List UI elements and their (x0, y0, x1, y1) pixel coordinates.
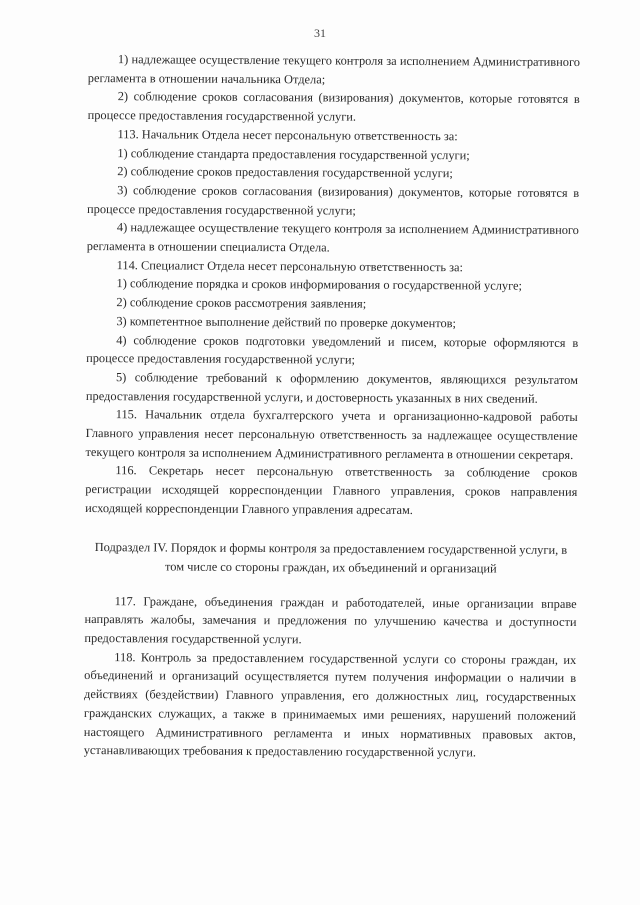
paragraph: 4) соблюдение сроков подготовки уведомлений и писем, которые оформляются в процессе предоставления государственной услуги; (86, 332, 579, 367)
page-number: 31 (314, 26, 326, 40)
document-body (84, 50, 580, 763)
paragraph: 116. Секретарь несет персональную ответственность за соблюдение сроков регистрации исходящей корреспонденции Главного управления, сроков направления исходящей корреспонденции Главного управления адресатам. (85, 463, 578, 517)
paragraph: 117. Граждане, объединения граждан и работодателей, иные организации вправе направлять жалобы, замечания и предложения по улучшению качества и доступности предоставления государственной услуги. (84, 593, 577, 647)
paragraph: 2) соблюдение сроков согласования (визирования) документов, которые готовятся в процессе предоставления государственной услуги. (87, 89, 580, 124)
paragraph: 1) соблюдение стандарта предоставления государственной услуги; (117, 145, 470, 162)
paragraph: 1) надлежащее осуществление текущего контроля за исполнением Административного регламента в отношении начальника Отдела; (87, 52, 580, 87)
paragraph: 1) соблюдение порядка и сроков информирования о государственной услуге; (116, 276, 523, 294)
paragraph: 3) компетентное выполнение действий по проверке документов; (116, 314, 457, 331)
paragraph: 118. Контроль за предоставлением государственной услуги со стороны граждан, их объединений и организаций осуществляется путем получения информации о наличии в действиях (бездействии) Главного управления, его должностных лиц, государственных гражданских служащих, а также в принимаемых ими решениях, нарушений положений настоящего Административного регламента и иных нормативных правовых актов, устанавливающих требования к предоставлению государственной услуги. (83, 649, 577, 760)
paragraph: 115. Начальник отдела бухгалтерского учета и организационно-кадровой работы Главного управления несет персональную ответственность за надлежащее осуществление текущего контроля за исполнением Административного регламента в отношении секретаря. (85, 407, 578, 462)
section-heading: Подраздел IV. Порядок и формы контроля за предоставлением государственной услуги, в том числе со стороны граждан, их объединений и организаций (94, 539, 568, 576)
paragraph: 113. Начальник Отдела несет персональную ответственность за: (117, 126, 458, 144)
paragraph: 2) соблюдение сроков предоставления государственной услуги; (117, 164, 453, 181)
paragraph: 114. Специалист Отдела несет персональную ответственность за: (116, 257, 464, 275)
paragraph: 5) соблюдение требований к оформлению документов, являющихся результатом предоставления государственной услуги, и достоверность указанных в них сведений. (85, 370, 579, 406)
paragraph: 2) соблюдение сроков рассмотрения заявления; (116, 295, 367, 311)
paragraph: 3) соблюдение сроков согласования (визирования) документов, которые готовятся в процессе предоставления государственной услуги; (86, 183, 580, 218)
paragraph: 4) надлежащее осуществление текущего контроля за исполнением Административного регламента в отношении специалиста Отдела. (86, 220, 579, 255)
